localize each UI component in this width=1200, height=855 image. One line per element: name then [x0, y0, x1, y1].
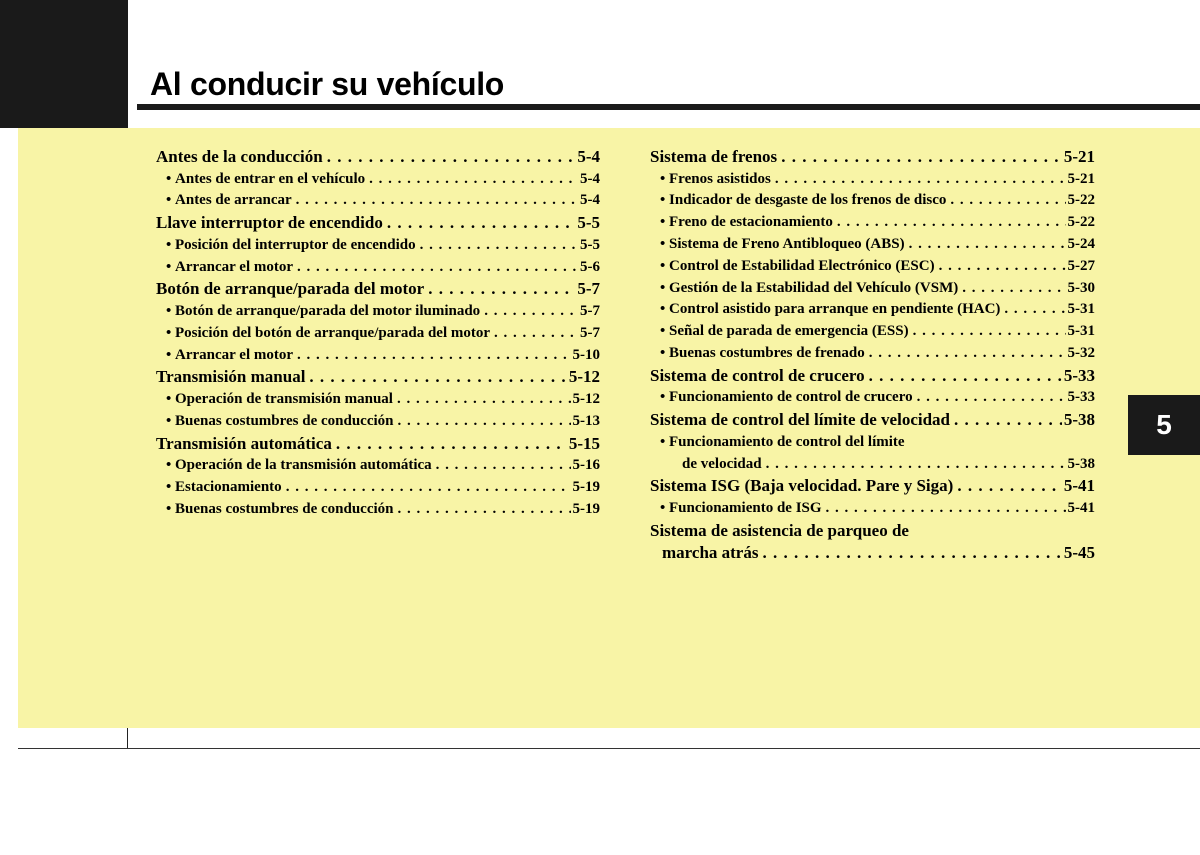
toc-page-number: 5-31	[1067, 301, 1095, 318]
toc-leader-dots	[494, 323, 578, 345]
toc-subsection-entry[interactable]	[156, 345, 600, 367]
toc-page-number: 5-7	[580, 324, 600, 341]
toc-page-number: 5-24	[1067, 235, 1095, 252]
toc-subsection-entry[interactable]	[156, 477, 600, 499]
toc-section-entry[interactable]	[650, 409, 1095, 432]
toc-leader-dots	[336, 433, 567, 456]
toc-leader-dots	[1004, 299, 1065, 321]
toc-leader-dots	[962, 278, 1065, 300]
toc-subsection-entry[interactable]	[650, 432, 1095, 454]
toc-leader-dots	[327, 146, 576, 169]
toc-subsection-entry[interactable]	[650, 498, 1095, 520]
toc-entry-title: • Control de Estabilidad Electrónico (ESC)	[660, 256, 935, 278]
toc-right-column	[650, 146, 1095, 565]
title-rule	[137, 104, 1200, 110]
toc-entry-title: • Freno de estacionamiento	[660, 212, 833, 234]
toc-entry-title: • Operación de la transmisión automática	[166, 455, 432, 477]
toc-page-number: 5-4	[577, 147, 600, 166]
toc-subsection-entry[interactable]	[156, 257, 600, 279]
toc-section-entry[interactable]	[156, 366, 600, 389]
toc-leader-dots	[309, 366, 566, 389]
toc-leader-dots	[428, 278, 575, 301]
toc-section-entry[interactable]	[650, 146, 1095, 169]
toc-page-number: 5-27	[1067, 257, 1095, 274]
toc-leader-dots	[826, 498, 1066, 520]
toc-subsection-entry[interactable]	[650, 454, 1095, 476]
toc-page-number: 5-33	[1067, 389, 1095, 406]
toc-subsection-entry[interactable]	[156, 301, 600, 323]
toc-page-number: 5-16	[572, 457, 600, 474]
toc-page-number: 5-38	[1063, 410, 1095, 430]
toc-subsection-entry[interactable]	[650, 169, 1095, 191]
toc-page-number: 5-6	[580, 258, 600, 275]
toc-leader-dots	[420, 235, 578, 257]
toc-section-entry[interactable]	[650, 475, 1095, 498]
toc-page-number: 5-4	[580, 170, 600, 187]
toc-subsection-entry[interactable]	[156, 235, 600, 257]
toc-leader-dots	[913, 321, 1066, 343]
bottom-rule	[18, 748, 1200, 749]
toc-left-column	[156, 146, 600, 521]
toc-leader-dots	[869, 365, 1062, 388]
toc-entry-title: • Buenas costumbres de frenado	[660, 343, 865, 365]
toc-leader-dots	[297, 257, 578, 279]
toc-section-entry[interactable]	[650, 542, 1095, 565]
toc-entry-title: • Funcionamiento de control de crucero	[660, 387, 913, 409]
toc-page-number: 5-12	[568, 367, 600, 387]
toc-page-number: 5-19	[572, 478, 600, 495]
toc-subsection-entry[interactable]	[650, 387, 1095, 409]
toc-subsection-entry[interactable]	[650, 212, 1095, 234]
toc-subsection-entry[interactable]	[156, 411, 600, 433]
toc-entry-title: • Botón de arranque/parada del motor iluminado	[166, 301, 480, 323]
toc-leader-dots	[484, 301, 578, 323]
toc-entry-title: • Sistema de Freno Antibloqueo (ABS)	[660, 234, 905, 256]
toc-page-number: 5-22	[1067, 192, 1095, 209]
toc-leader-dots	[837, 212, 1066, 234]
toc-page-number: 5-31	[1067, 323, 1095, 340]
toc-subsection-entry[interactable]	[650, 343, 1095, 365]
toc-entry-title: • Posición del interruptor de encendido	[166, 235, 416, 257]
toc-entry-title: • Operación de transmisión manual	[166, 389, 393, 411]
toc-leader-dots	[436, 455, 571, 477]
toc-page-number: 5-21	[1063, 147, 1095, 166]
toc-entry-title: • Buenas costumbres de conducción	[166, 411, 394, 433]
toc-leader-dots	[369, 169, 578, 191]
toc-page-number: 5-10	[572, 346, 600, 363]
toc-leader-dots	[762, 542, 1061, 565]
toc-leader-dots	[398, 411, 571, 433]
toc-subsection-entry[interactable]	[156, 455, 600, 477]
toc-subsection-entry[interactable]	[650, 190, 1095, 212]
toc-leader-dots	[950, 190, 1065, 212]
toc-section-entry[interactable]	[156, 212, 600, 235]
toc-leader-dots	[296, 190, 578, 212]
toc-page-number: 5-21	[1067, 170, 1095, 187]
toc-entry-title: Antes de la conducción	[156, 147, 323, 166]
toc-leader-dots	[297, 345, 570, 367]
toc-subsection-entry[interactable]	[156, 169, 600, 191]
toc-leader-dots	[775, 169, 1066, 191]
toc-entry-title: Botón de arranque/parada del motor	[156, 279, 425, 299]
toc-page-number: 5-19	[572, 500, 600, 517]
toc-section-entry[interactable]	[156, 278, 600, 301]
toc-subsection-entry[interactable]	[156, 190, 600, 212]
toc-page-number: 5-45	[1063, 543, 1095, 563]
toc-page-number: 5-32	[1067, 344, 1095, 361]
toc-section-entry[interactable]	[156, 433, 600, 456]
toc-entry-title: • Estacionamiento	[166, 477, 282, 499]
toc-page-number: 5-5	[577, 213, 600, 233]
toc-entry-title: Sistema de control de crucero	[650, 365, 865, 385]
toc-section-entry[interactable]	[156, 146, 600, 169]
toc-page-number: 5-12	[572, 390, 600, 407]
toc-leader-dots	[917, 387, 1066, 409]
toc-page-number: 5-33	[1063, 365, 1095, 385]
toc-leader-dots	[286, 477, 571, 499]
toc-page-number: 5-7	[577, 279, 600, 299]
toc-entry-title: • Buenas costumbres de conducción	[166, 499, 394, 521]
toc-entry-title: Sistema ISG (Baja velocidad. Pare y Siga)	[650, 476, 954, 496]
toc-leader-dots	[909, 234, 1066, 256]
toc-entry-title: • Posición del botón de arranque/parada del motor	[166, 323, 490, 345]
toc-subsection-entry[interactable]	[156, 389, 600, 411]
toc-entry-title: • Indicador de desgaste de los frenos de disco	[660, 190, 946, 212]
toc-entry-title: • Señal de parada de emergencia (ESS)	[660, 321, 909, 343]
toc-entry-title: • Antes de arrancar	[166, 190, 292, 212]
toc-leader-dots	[766, 454, 1066, 476]
toc-entry-title: Sistema de control del límite de velocidad	[650, 410, 950, 430]
toc-leader-dots	[954, 409, 1062, 432]
toc-subsection-entry[interactable]	[650, 278, 1095, 300]
toc-leader-dots	[869, 343, 1066, 365]
toc-page-number: 5-15	[568, 433, 600, 453]
toc-entry-title: • Antes de entrar en el vehículo	[166, 169, 365, 191]
toc-entry-title: Sistema de asistencia de parqueo de	[650, 520, 909, 540]
toc-leader-dots	[957, 475, 1062, 498]
toc-entry-title: • Funcionamiento de ISG	[660, 498, 822, 520]
toc-entry-title: Transmisión manual	[156, 367, 306, 387]
toc-entry-title: marcha atrás	[662, 543, 759, 563]
toc-leader-dots	[387, 212, 576, 235]
toc-entry-title: • Gestión de la Estabilidad del Vehículo (VSM)	[660, 278, 958, 300]
corner-block	[0, 0, 128, 128]
toc-subsection-entry[interactable]	[650, 321, 1095, 343]
toc-page-number: 5-5	[580, 236, 600, 253]
toc-page-number: 5-41	[1067, 499, 1095, 516]
toc-leader-dots	[781, 146, 1062, 169]
toc-page-number: 5-30	[1067, 279, 1095, 296]
toc-page-number: 5-13	[572, 412, 600, 429]
toc-entry-title: Llave interruptor de encendido	[156, 213, 383, 233]
toc-page-number: 5-41	[1063, 476, 1095, 496]
toc-entry-title: • Control asistido para arranque en pendiente (HAC)	[660, 299, 1000, 321]
toc-page-number: 5-4	[580, 192, 600, 209]
chapter-tab[interactable]: 5	[1128, 395, 1200, 455]
toc-page-number: 5-7	[580, 302, 600, 319]
toc-subsection-entry[interactable]	[650, 234, 1095, 256]
toc-entry-title: • Frenos asistidos	[660, 169, 771, 191]
toc-leader-dots	[939, 256, 1066, 278]
toc-entry-title: de velocidad	[682, 455, 762, 472]
toc-entry-title: Sistema de frenos	[650, 147, 778, 166]
toc-entry-title: • Arrancar el motor	[166, 345, 293, 367]
toc-page-number: 5-22	[1067, 214, 1095, 231]
toc-entry-title: • Funcionamiento de control del límite	[660, 432, 905, 454]
toc-section-entry[interactable]	[650, 365, 1095, 388]
toc-leader-dots	[398, 499, 571, 521]
toc-subsection-entry[interactable]	[650, 299, 1095, 321]
toc-subsection-entry[interactable]	[156, 323, 600, 345]
toc-entry-title: • Arrancar el motor	[166, 257, 293, 279]
toc-leader-dots	[397, 389, 571, 411]
toc-subsection-entry[interactable]	[156, 499, 600, 521]
toc-entry-title: Transmisión automática	[156, 433, 332, 453]
toc-subsection-entry[interactable]	[650, 256, 1095, 278]
page-title: Al conducir su vehículo	[150, 66, 505, 102]
toc-section-entry[interactable]	[650, 520, 1095, 543]
toc-page-number: 5-38	[1067, 455, 1095, 472]
